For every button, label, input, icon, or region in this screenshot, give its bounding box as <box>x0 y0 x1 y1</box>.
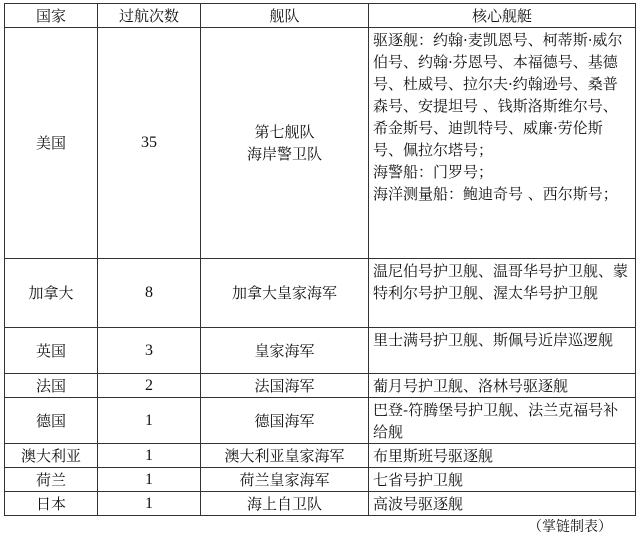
fleet-line: 海上自卫队 <box>246 494 322 513</box>
header-transits: 过航次数 <box>98 4 201 28</box>
table-row <box>5 468 636 492</box>
cell-ships <box>369 492 636 516</box>
fleet-line: 荷兰皇家海军 <box>239 470 330 489</box>
header-fleet: 舰队 <box>201 4 369 28</box>
transit-table <box>4 3 636 516</box>
cell-country: 美国 <box>5 28 98 259</box>
cell-transits: 1 <box>98 468 201 492</box>
table-row <box>5 444 636 468</box>
table-row <box>5 398 636 444</box>
cell-fleet <box>201 328 369 374</box>
cell-transits: 8 <box>98 259 201 328</box>
cell-ships <box>369 398 636 444</box>
cell-fleet <box>201 398 369 444</box>
table-row <box>5 259 636 328</box>
header-ships: 核心舰艇 <box>369 4 636 28</box>
ship-line: 里士满号护卫舰、斯佩号近岸巡逻舰 <box>373 331 614 349</box>
cell-fleet <box>201 374 369 398</box>
cell-fleet <box>201 468 369 492</box>
ship-line: 海警船：门罗号； <box>373 163 494 181</box>
cell-country: 荷兰 <box>5 468 98 492</box>
transit-table-container <box>4 3 635 516</box>
ship-line: 布里斯班号驱逐舰 <box>373 447 494 465</box>
cell-transits: 3 <box>98 328 201 374</box>
cell-transits: 1 <box>98 444 201 468</box>
cell-transits: 2 <box>98 374 201 398</box>
ship-line: 温尼伯号护卫舰、温哥华号护卫舰、蒙特利尔号护卫舰、渥太华号护卫舰 <box>373 262 629 302</box>
cell-ships <box>369 259 636 328</box>
ship-line: 七省号护卫舰 <box>373 471 464 489</box>
cell-ships <box>369 468 636 492</box>
fleet-line: 第七舰队 <box>254 123 315 141</box>
cell-country: 加拿大 <box>5 259 98 328</box>
cell-fleet <box>201 492 369 516</box>
table-row <box>5 328 636 374</box>
cell-ships <box>369 328 636 374</box>
cell-ships <box>369 28 636 259</box>
table-row <box>5 492 636 516</box>
cell-country: 日本 <box>5 492 98 516</box>
fleet-line: 皇家海军 <box>254 341 315 360</box>
ship-line: 海洋测量船：鲍迪奇号 、西尔斯号； <box>373 185 618 203</box>
ship-line: 驱逐舰：约翰·麦凯恩号、柯蒂斯·威尔伯号、约翰·芬恩号、本福德号、基德号、杜威号、拉尔夫·约翰逊号、桑普森号、安提坦号 、钱斯洛斯维尔号、希金斯号、迪凯特号、威廉·劳伦斯号、佩拉尔塔号； <box>373 31 623 159</box>
cell-country: 法国 <box>5 374 98 398</box>
cell-transits: 35 <box>98 28 201 259</box>
fleet-line: 澳大利亚皇家海军 <box>224 446 345 465</box>
cell-country: 英国 <box>5 328 98 374</box>
cell-ships <box>369 374 636 398</box>
ship-line: 葡月号护卫舰、洛林号驱逐舰 <box>373 377 569 395</box>
cell-transits: 1 <box>98 398 201 444</box>
header-country: 国家 <box>5 4 98 28</box>
table-row <box>5 28 636 259</box>
table-header-row <box>5 4 636 28</box>
table-row <box>5 374 636 398</box>
cell-fleet <box>201 444 369 468</box>
source-note: （掌链制表） <box>528 519 612 535</box>
ship-line: 巴登-符腾堡号护卫舰、法兰克福号补给舰 <box>373 401 619 441</box>
cell-country: 澳大利亚 <box>5 444 98 468</box>
fleet-line: 法国海军 <box>254 376 315 395</box>
cell-fleet <box>201 259 369 328</box>
table-body <box>5 28 636 516</box>
cell-fleet <box>201 28 369 259</box>
cell-transits: 1 <box>98 492 201 516</box>
ship-line: 高波号驱逐舰 <box>373 495 464 513</box>
cell-ships <box>369 444 636 468</box>
cell-country: 德国 <box>5 398 98 444</box>
fleet-line: 德国海军 <box>254 411 315 430</box>
fleet-line: 海岸警卫队 <box>246 145 322 163</box>
fleet-line: 加拿大皇家海军 <box>231 284 337 302</box>
